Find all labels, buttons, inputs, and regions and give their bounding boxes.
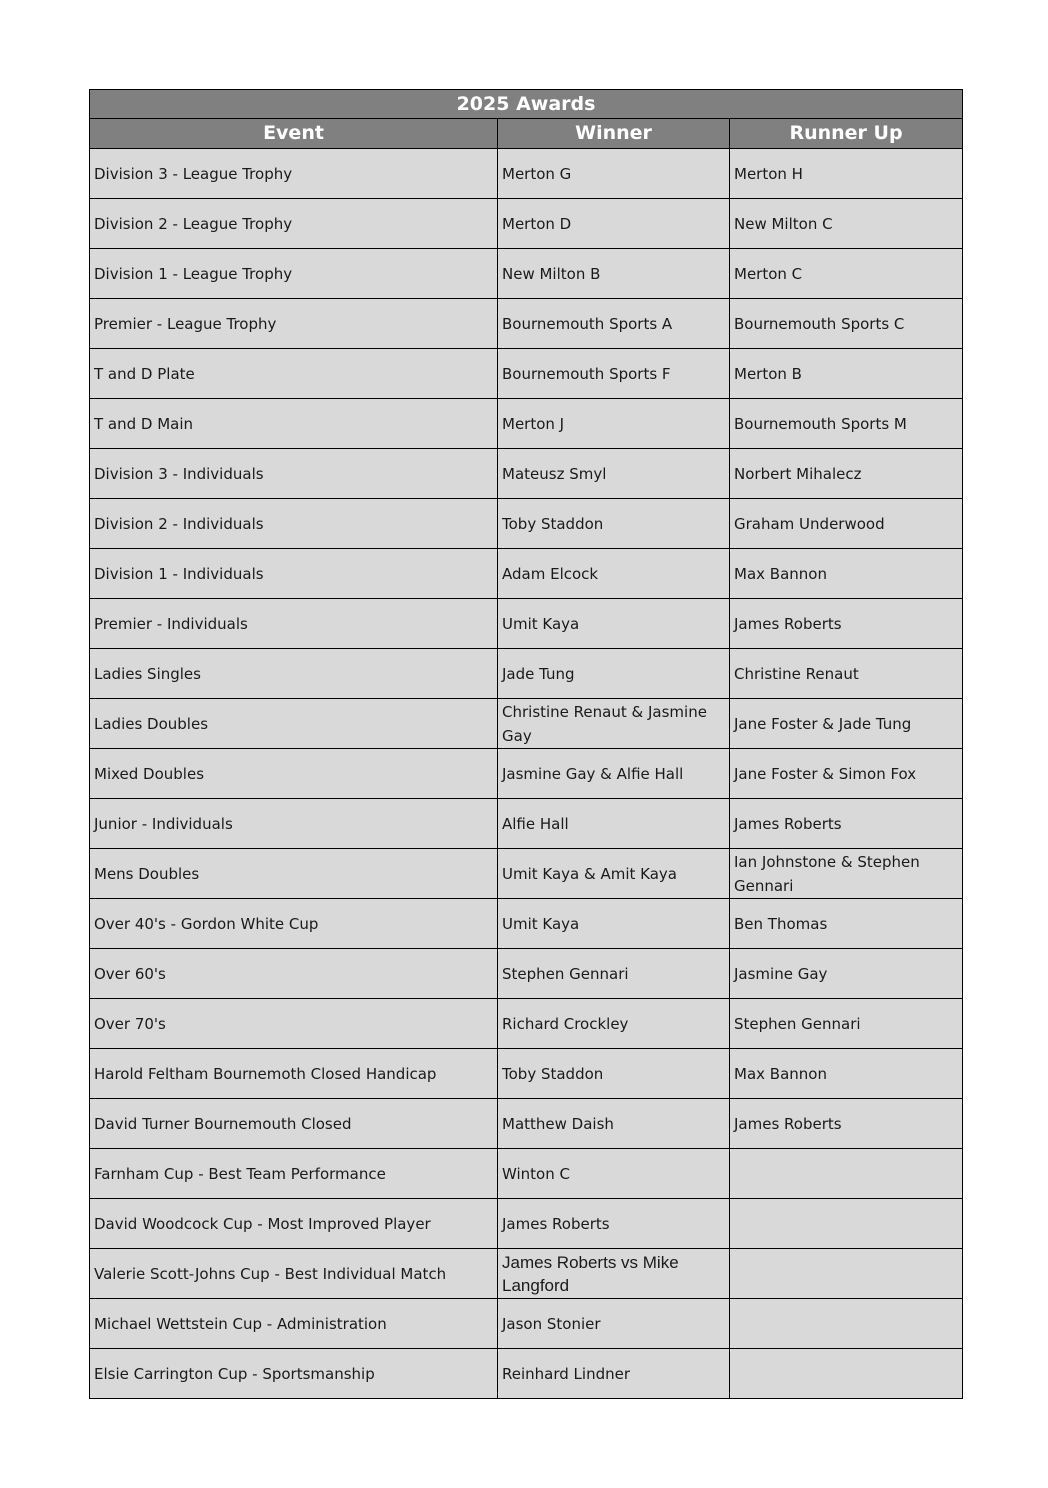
column-header-row: [90, 119, 963, 149]
winner-cell: Reinhard Lindner: [498, 1349, 730, 1399]
winner-cell: Matthew Daish: [498, 1099, 730, 1149]
table-row: [90, 499, 963, 549]
runner-up-cell: Bournemouth Sports C: [730, 299, 963, 349]
runner-up-cell: Graham Underwood: [730, 499, 963, 549]
table-row: [90, 1349, 963, 1399]
table-row: [90, 1149, 963, 1199]
table-row: [90, 1199, 963, 1249]
runner-up-cell: Christine Renaut: [730, 649, 963, 699]
runner-up-cell: James Roberts: [730, 599, 963, 649]
column-header-runner-up: Runner Up: [730, 119, 963, 149]
event-cell: Division 3 - Individuals: [90, 449, 498, 499]
winner-cell: Merton J: [498, 399, 730, 449]
event-cell: T and D Plate: [90, 349, 498, 399]
winner-cell: James Roberts: [498, 1199, 730, 1249]
awards-sheet: [89, 89, 962, 1399]
runner-up-cell: Ian Johnstone & Stephen Gennari: [730, 849, 963, 899]
winner-cell: Toby Staddon: [498, 1049, 730, 1099]
runner-up-cell: Max Bannon: [730, 549, 963, 599]
winner-cell: Jasmine Gay & Alfie Hall: [498, 749, 730, 799]
awards-body: [90, 149, 963, 1399]
column-header-event: Event: [90, 119, 498, 149]
event-cell: David Woodcock Cup - Most Improved Player: [90, 1199, 498, 1249]
title-row: [90, 90, 963, 119]
runner-up-cell: Stephen Gennari: [730, 999, 963, 1049]
runner-up-cell: Merton C: [730, 249, 963, 299]
runner-up-cell: Ben Thomas: [730, 899, 963, 949]
event-cell: Division 2 - Individuals: [90, 499, 498, 549]
event-cell: Ladies Doubles: [90, 699, 498, 749]
event-cell: Division 1 - Individuals: [90, 549, 498, 599]
winner-cell: Adam Elcock: [498, 549, 730, 599]
winner-cell: Richard Crockley: [498, 999, 730, 1049]
event-cell: Michael Wettstein Cup - Administration: [90, 1299, 498, 1349]
event-cell: Harold Feltham Bournemoth Closed Handicap: [90, 1049, 498, 1099]
event-cell: Farnham Cup - Best Team Performance: [90, 1149, 498, 1199]
table-row: [90, 799, 963, 849]
event-cell: Premier - League Trophy: [90, 299, 498, 349]
winner-cell: New Milton B: [498, 249, 730, 299]
table-row: [90, 199, 963, 249]
runner-up-cell: Max Bannon: [730, 1049, 963, 1099]
event-cell: Junior - Individuals: [90, 799, 498, 849]
column-header-winner: Winner: [498, 119, 730, 149]
runner-up-cell: Jane Foster & Simon Fox: [730, 749, 963, 799]
winner-cell: Stephen Gennari: [498, 949, 730, 999]
table-row: [90, 649, 963, 699]
table-row: [90, 299, 963, 349]
runner-up-cell: Bournemouth Sports M: [730, 399, 963, 449]
table-row: [90, 349, 963, 399]
winner-cell: Winton C: [498, 1149, 730, 1199]
table-row: [90, 999, 963, 1049]
winner-cell: Mateusz Smyl: [498, 449, 730, 499]
table-row: [90, 599, 963, 649]
event-cell: Valerie Scott-Johns Cup - Best Individual Match: [90, 1249, 498, 1299]
event-cell: T and D Main: [90, 399, 498, 449]
winner-cell: Umit Kaya: [498, 899, 730, 949]
runner-up-cell: [730, 1249, 963, 1299]
event-cell: Division 2 - League Trophy: [90, 199, 498, 249]
table-row: [90, 749, 963, 799]
winner-cell: Bournemouth Sports F: [498, 349, 730, 399]
event-cell: Over 70's: [90, 999, 498, 1049]
table-row: [90, 549, 963, 599]
winner-cell: Alfie Hall: [498, 799, 730, 849]
table-row: [90, 399, 963, 449]
runner-up-cell: New Milton C: [730, 199, 963, 249]
winner-cell: Jason Stonier: [498, 1299, 730, 1349]
runner-up-cell: [730, 1299, 963, 1349]
table-row: [90, 949, 963, 999]
event-cell: Ladies Singles: [90, 649, 498, 699]
winner-cell: Bournemouth Sports A: [498, 299, 730, 349]
runner-up-cell: James Roberts: [730, 799, 963, 849]
winner-cell: Merton G: [498, 149, 730, 199]
winner-cell: James Roberts vs Mike Langford: [498, 1249, 730, 1299]
runner-up-cell: Merton B: [730, 349, 963, 399]
table-row: [90, 1049, 963, 1099]
table-row: [90, 1299, 963, 1349]
table-row: [90, 1099, 963, 1149]
table-row: [90, 899, 963, 949]
event-cell: Division 1 - League Trophy: [90, 249, 498, 299]
winner-cell: Merton D: [498, 199, 730, 249]
runner-up-cell: [730, 1149, 963, 1199]
event-cell: Mens Doubles: [90, 849, 498, 899]
runner-up-cell: [730, 1349, 963, 1399]
table-row: [90, 1249, 963, 1299]
runner-up-cell: Merton H: [730, 149, 963, 199]
runner-up-cell: [730, 1199, 963, 1249]
event-cell: Division 3 - League Trophy: [90, 149, 498, 199]
winner-cell: Umit Kaya: [498, 599, 730, 649]
event-cell: Over 40's - Gordon White Cup: [90, 899, 498, 949]
event-cell: Elsie Carrington Cup - Sportsmanship: [90, 1349, 498, 1399]
winner-cell: Christine Renaut & Jasmine Gay: [498, 699, 730, 749]
runner-up-cell: Jane Foster & Jade Tung: [730, 699, 963, 749]
table-row: [90, 449, 963, 499]
event-cell: Premier - Individuals: [90, 599, 498, 649]
winner-cell: Toby Staddon: [498, 499, 730, 549]
awards-table: [89, 89, 963, 1399]
runner-up-cell: James Roberts: [730, 1099, 963, 1149]
runner-up-cell: Jasmine Gay: [730, 949, 963, 999]
table-row: [90, 249, 963, 299]
event-cell: Over 60's: [90, 949, 498, 999]
table-row: [90, 699, 963, 749]
event-cell: David Turner Bournemouth Closed: [90, 1099, 498, 1149]
table-row: [90, 149, 963, 199]
winner-cell: Jade Tung: [498, 649, 730, 699]
winner-cell: Umit Kaya & Amit Kaya: [498, 849, 730, 899]
table-title: 2025 Awards: [90, 90, 963, 119]
runner-up-cell: Norbert Mihalecz: [730, 449, 963, 499]
event-cell: Mixed Doubles: [90, 749, 498, 799]
table-row: [90, 849, 963, 899]
